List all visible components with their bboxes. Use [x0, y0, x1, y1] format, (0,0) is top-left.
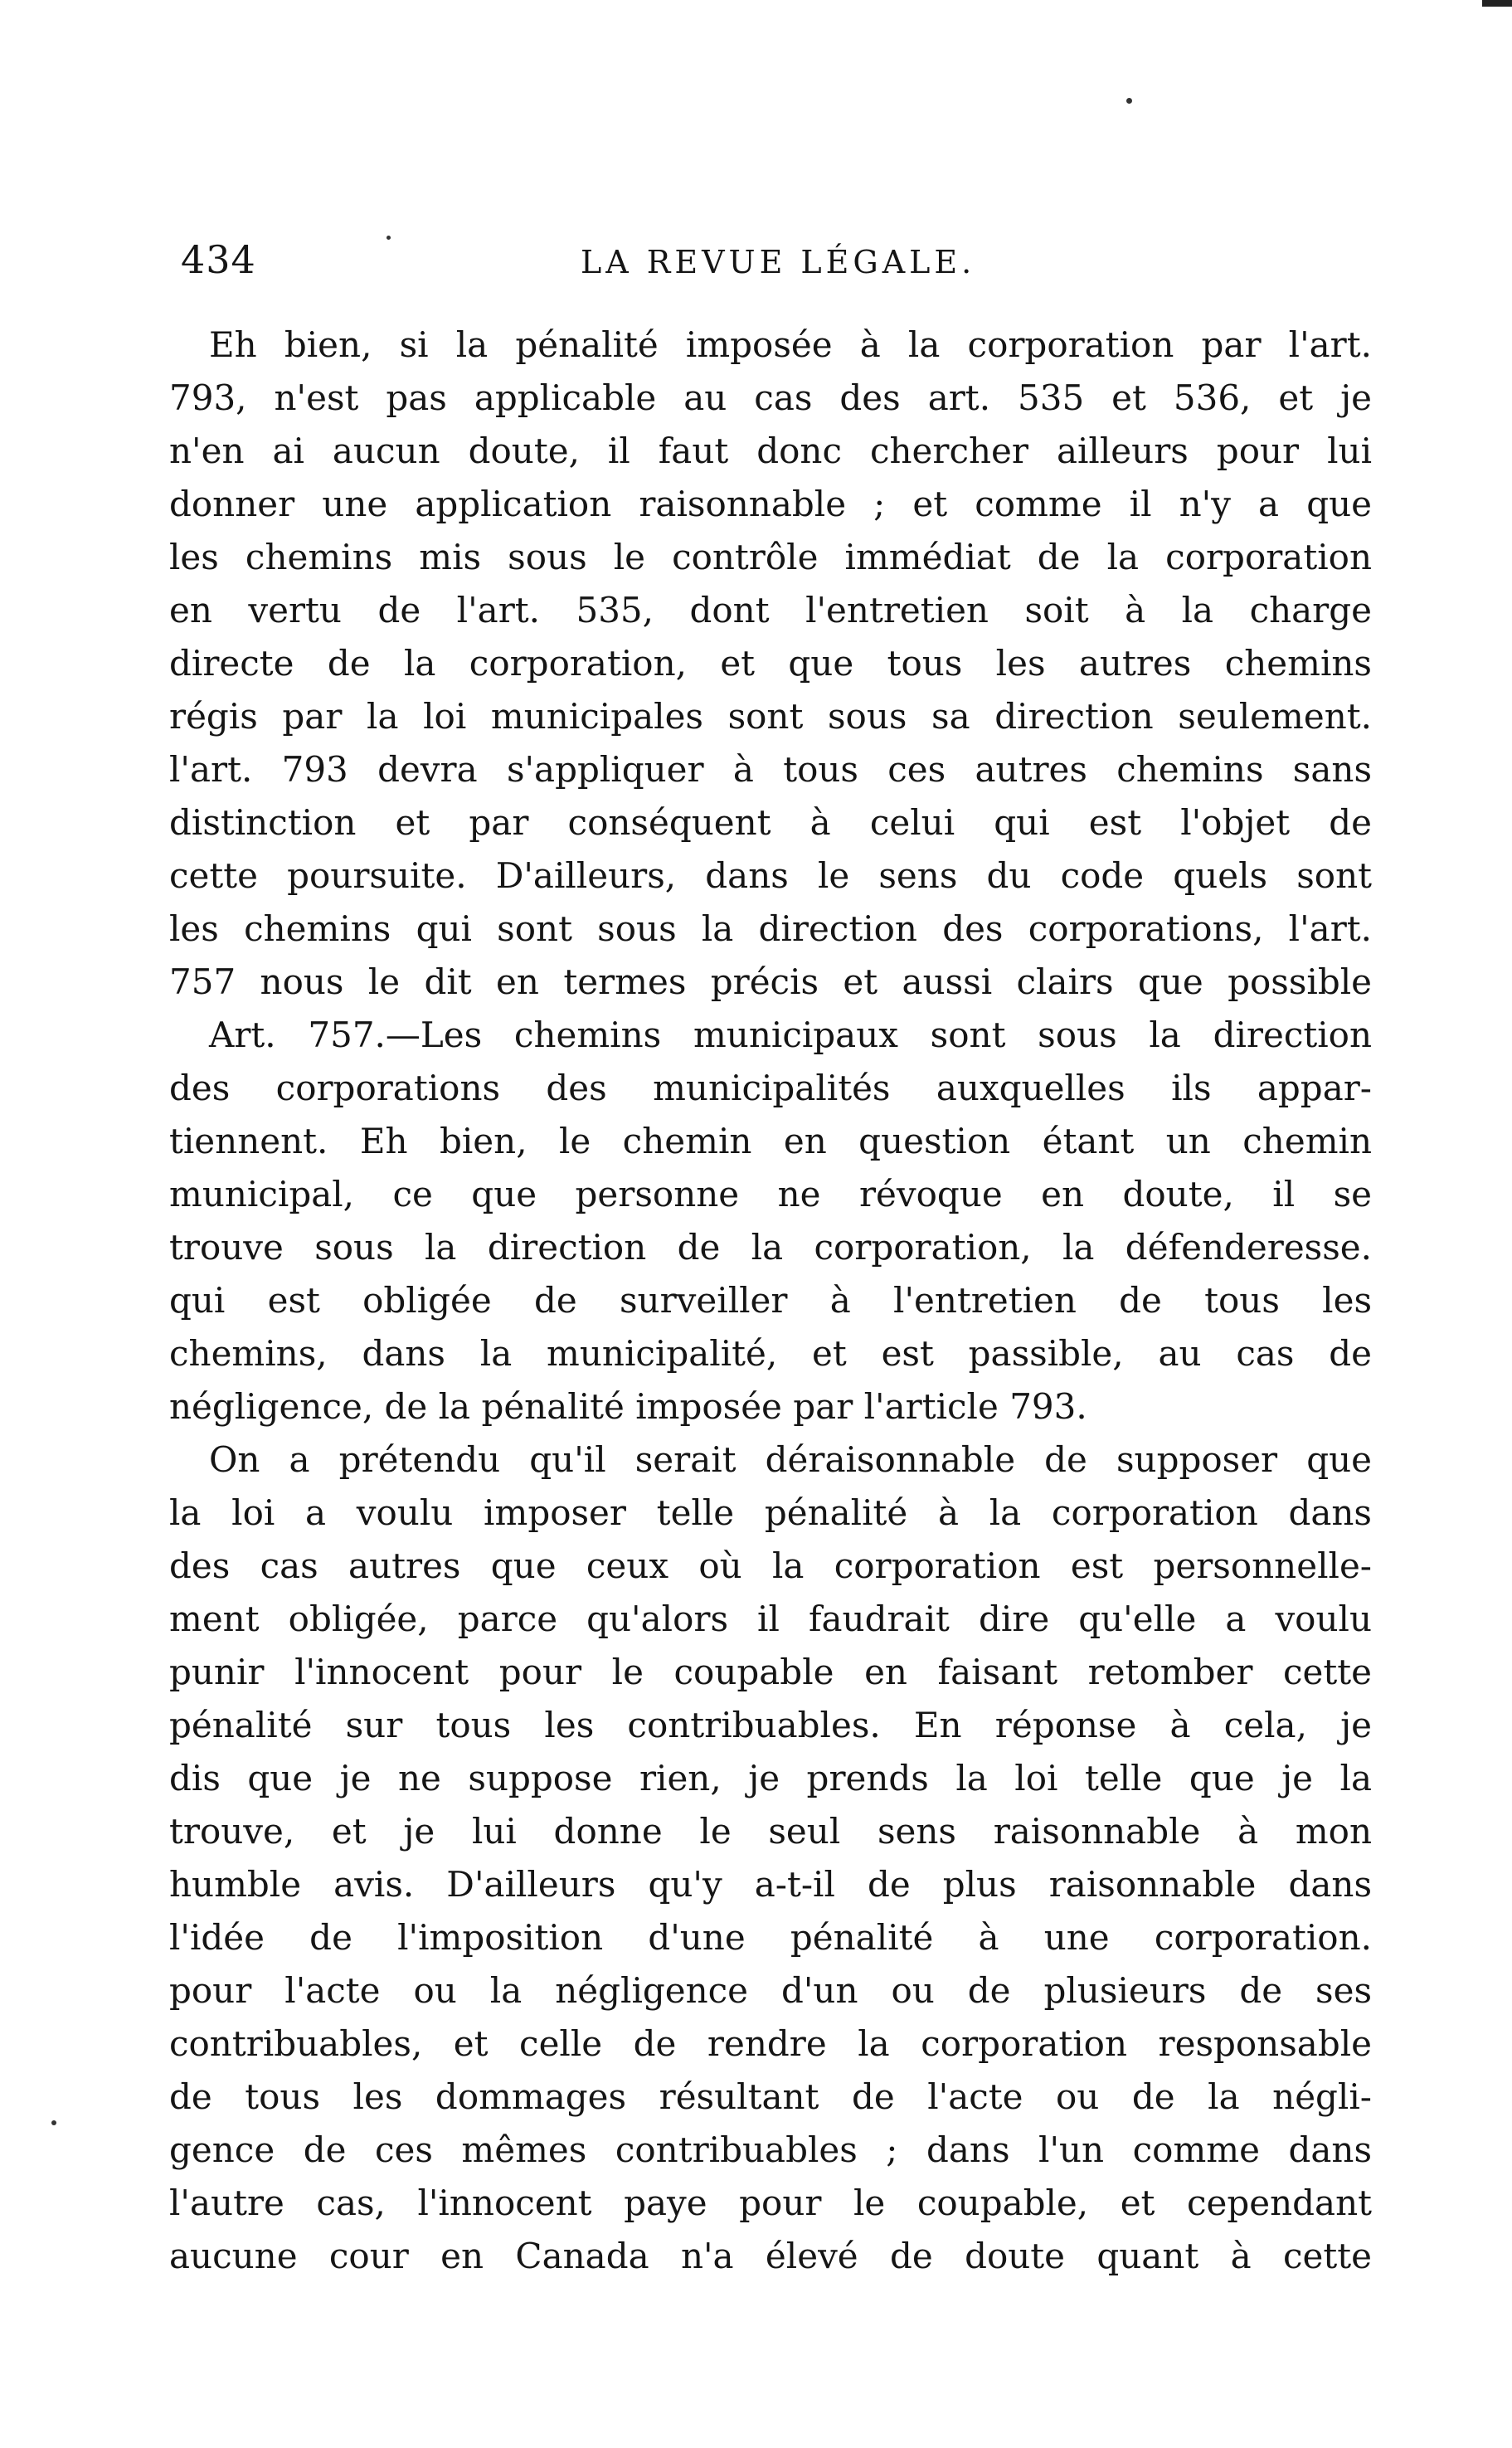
text-line: gence de ces mêmes contribuables ; dans l'un comme dans — [169, 2129, 1372, 2170]
text-line: directe de la corporation, et que tous les autres chemins — [169, 643, 1372, 684]
text-line: l'art. 793 devra s'appliquer à tous ces autres chemins sans — [169, 749, 1372, 790]
text-line: trouve sous la direction de la corporation, la défenderesse. — [169, 1227, 1372, 1268]
text-line: cette poursuite. D'ailleurs, dans le sens du code quels sont — [169, 855, 1372, 896]
text-line: On a prétendu qu'il serait déraisonnable de supposer que — [209, 1439, 1372, 1480]
page-edge-mark — [1482, 0, 1512, 7]
text-line: des corporations des municipalités auxquelles ils appar- — [169, 1068, 1372, 1108]
text-line: qui est obligée de surveiller à l'entretien de tous les — [169, 1280, 1372, 1321]
text-line: dis que je ne suppose rien, je prends la loi telle que je la — [169, 1758, 1372, 1798]
running-head: LA REVUE LÉGALE. — [581, 244, 976, 280]
text-line: les chemins qui sont sous la direction des corporations, l'art. — [169, 908, 1372, 949]
text-line: la loi a voulu imposer telle pénalité à la corporation dans — [169, 1492, 1372, 1533]
text-line: en vertu de l'art. 535, dont l'entretien soit à la charge — [169, 590, 1372, 630]
text-line: punir l'innocent pour le coupable en faisant retomber cette — [169, 1652, 1372, 1692]
text-line: donner une application raisonnable ; et comme il n'y a que — [169, 484, 1372, 524]
text-line: négligence, de la pénalité imposée par l'article 793. — [169, 1386, 1087, 1427]
text-line: aucune cour en Canada n'a élevé de doute quant à cette — [169, 2236, 1372, 2276]
text-line: l'autre cas, l'innocent paye pour le coupable, et cependant — [169, 2183, 1372, 2223]
text-line: trouve, et je lui donne le seul sens raisonnable à mon — [169, 1811, 1372, 1852]
text-line: contribuables, et celle de rendre la corporation responsable — [169, 2023, 1372, 2064]
text-line: 757 nous le dit en termes précis et aussi clairs que possible — [169, 961, 1372, 1002]
page-header — [181, 237, 1425, 287]
text-line: Art. 757.—Les chemins municipaux sont sous la direction — [209, 1015, 1372, 1055]
text-line: distinction et par conséquent à celui qui est l'objet de — [169, 802, 1372, 843]
print-speck — [1126, 98, 1132, 104]
text-line: municipal, ce que personne ne révoque en doute, il se — [169, 1174, 1372, 1214]
text-line: n'en ai aucun doute, il faut donc chercher ailleurs pour lui — [169, 431, 1372, 471]
text-line: Eh bien, si la pénalité imposée à la corporation par l'art. — [209, 324, 1372, 365]
text-line: pénalité sur tous les contribuables. En réponse à cela, je — [169, 1705, 1372, 1745]
text-line: ment obligée, parce qu'alors il faudrait dire qu'elle a voulu — [169, 1599, 1372, 1639]
text-line: pour l'acte ou la négligence d'un ou de plusieurs de ses — [169, 1970, 1372, 2011]
text-line: de tous les dommages résultant de l'acte ou de la négli- — [169, 2076, 1372, 2117]
text-line: chemins, dans la municipalité, et est passible, au cas de — [169, 1333, 1372, 1374]
text-line: tiennent. Eh bien, le chemin en question étant un chemin — [169, 1121, 1372, 1161]
text-line: humble avis. D'ailleurs qu'y a-t-il de plus raisonnable dans — [169, 1864, 1372, 1905]
text-line: 793, n'est pas applicable au cas des art. 535 et 536, et je — [169, 377, 1372, 418]
body-text — [169, 319, 1372, 2283]
print-speck — [51, 2120, 56, 2125]
text-line: des cas autres que ceux où la corporation est personnelle- — [169, 1545, 1372, 1586]
text-line: les chemins mis sous le contrôle immédiat de la corporation — [169, 537, 1372, 577]
text-line: régis par la loi municipales sont sous sa direction seulement. — [169, 696, 1372, 737]
text-line: l'idée de l'imposition d'une pénalité à une corporation. — [169, 1917, 1372, 1958]
page-number: 434 — [181, 237, 256, 282]
